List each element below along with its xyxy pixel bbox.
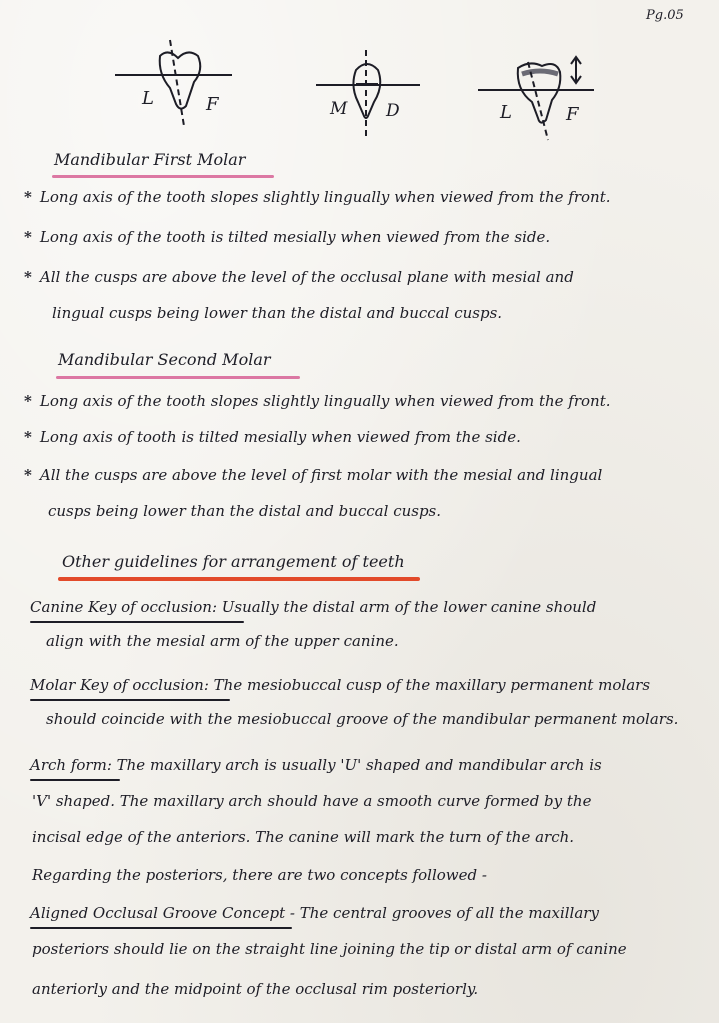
bullet-asterisk: * (24, 392, 32, 410)
list-item (24, 268, 574, 286)
term-underline (30, 699, 230, 701)
heading-mandibular-second-molar: Mandibular Second Molar (58, 350, 271, 369)
list-item (24, 428, 521, 446)
bullet-text: Long axis of tooth is tilted mesially when viewed from the side. (39, 428, 521, 446)
list-item (24, 188, 611, 206)
molar-key-term: Molar Key of occlusion (30, 676, 204, 694)
heading-underline (52, 175, 274, 178)
bullet-asterisk: * (24, 428, 32, 446)
molar-key-continuation: should coincide with the mesiobuccal groove of the mandibular permanent molars. (46, 710, 679, 728)
bullet-text: All the cusps are above the level of first molar with the mesial and lingual (39, 466, 603, 484)
term-underline (30, 779, 120, 781)
tooth-diagrams (0, 30, 719, 150)
fig3-left-label: L (500, 102, 512, 123)
fig3-right-label: F (566, 104, 579, 125)
arch-form-line-4: Regarding the posteriors, there are two concepts followed - (32, 866, 487, 884)
aligned-groove-text: - The central grooves of all the maxillary (289, 904, 599, 922)
arch-form-term: Arch form (30, 756, 107, 774)
fig2-left-label: M (330, 99, 348, 119)
term-underline (30, 621, 244, 623)
list-item (24, 228, 550, 246)
bullet-asterisk: * (24, 188, 32, 206)
term-underline (30, 927, 292, 929)
aligned-groove-line-2: posteriors should lie on the straight line joining the tip or distal arm of canine (32, 940, 627, 958)
list-item-continuation: cusps being lower than the distal and buccal cusps. (48, 502, 442, 520)
canine-key-continuation: align with the mesial arm of the upper canine. (46, 632, 399, 650)
aligned-groove-line-3: anteriorly and the midpoint of the occlusal rim posteriorly. (32, 980, 479, 998)
list-item (24, 466, 602, 484)
fig2-right-label: D (386, 101, 400, 121)
bullet-text: Long axis of the tooth slopes slightly lingually when viewed from the front. (39, 188, 611, 206)
arch-form-text: : The maxillary arch is usually 'U' shaped and mandibular arch is (106, 756, 602, 774)
bullet-asterisk: * (24, 466, 32, 484)
aligned-groove-term: Aligned Occlusal Groove Concept (30, 904, 286, 922)
heading-underline (56, 376, 300, 379)
arch-form-line-3: incisal edge of the anteriors. The canine will mark the turn of the arch. (32, 828, 575, 846)
bullet-text: Long axis of the tooth is tilted mesially when viewed from the side. (39, 228, 551, 246)
heading-mandibular-first-molar: Mandibular First Molar (54, 150, 246, 169)
bullet-text: Long axis of the tooth slopes slightly lingually when viewed from the front. (39, 392, 611, 410)
bullet-asterisk: * (24, 228, 32, 246)
heading-underline (58, 577, 420, 581)
canine-key-line (30, 598, 596, 616)
fig1-left-label: L (142, 88, 154, 109)
molar-key-text: : The mesiobuccal cusp of the maxillary permanent molars (203, 676, 651, 694)
heading-other-guidelines: Other guidelines for arrangement of teeth (62, 552, 405, 571)
bullet-text: All the cusps are above the level of the occlusal plane with mesial and (39, 268, 574, 286)
tooth-diagram-angled-view (478, 57, 594, 140)
list-item (24, 392, 611, 410)
list-item-continuation: lingual cusps being lower than the distal and buccal cusps. (52, 304, 503, 322)
fig1-right-label: F (206, 94, 219, 115)
bullet-asterisk: * (24, 268, 32, 286)
canine-key-text: : Usually the distal arm of the lower canine should (211, 598, 597, 616)
arch-form-line (30, 756, 602, 774)
arch-form-line-2: 'V' shaped. The maxillary arch should have a smooth curve formed by the (32, 792, 592, 810)
molar-key-line (30, 676, 650, 694)
tooth-diagram-side-view (316, 50, 420, 138)
page-number: Pg.05 (646, 8, 684, 23)
aligned-groove-line (30, 904, 599, 922)
canine-key-term: Canine Key of occlusion (30, 598, 212, 616)
tooth-diagram-front-view (115, 40, 232, 126)
